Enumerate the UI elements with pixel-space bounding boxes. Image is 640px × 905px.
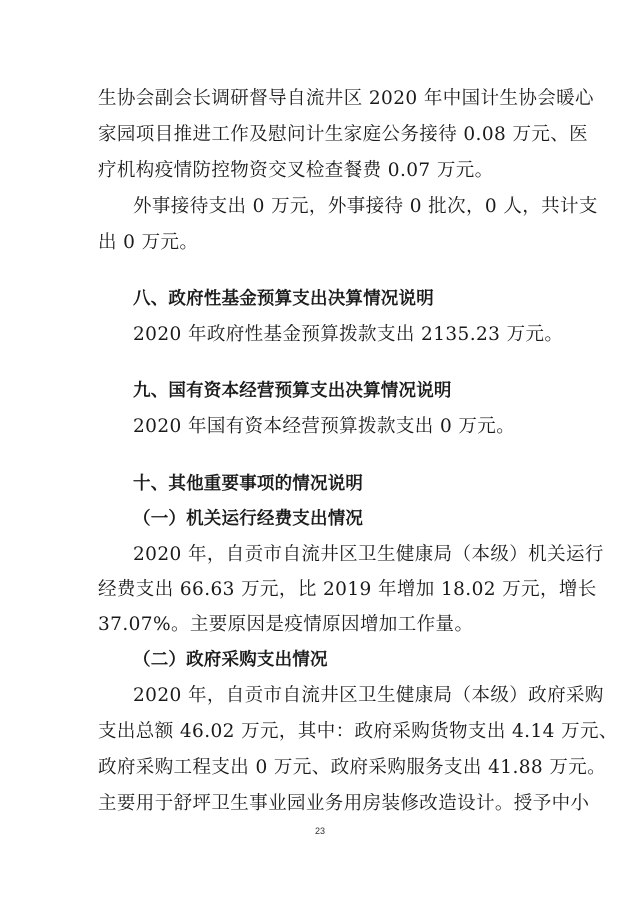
section-heading: 八、政府性基金预算支出决算情况说明 xyxy=(133,289,434,309)
section-heading: 十、其他重要事项的情况说明 xyxy=(133,474,364,494)
body-text-line: 家园项目推进工作及慰问计生家庭公务接待 0.08 万元、医 xyxy=(98,124,589,145)
section-heading: 九、国有资本经营预算支出决算情况说明 xyxy=(133,381,452,401)
body-text-line: 外事接待支出 0 万元，外事接待 0 批次，0 人，共计支 xyxy=(133,196,598,217)
body-text-line: 经费支出 66.63 万元，比 2019 年增加 18.02 万元，增长 xyxy=(98,579,597,600)
body-text-line: 支出总额 46.02 万元，其中：政府采购货物支出 4.14 万元、 xyxy=(98,721,618,742)
body-text-line: 出 0 万元。 xyxy=(98,232,199,253)
body-text-line: 生协会副会长调研督导自流井区 2020 年中国计生协会暖心 xyxy=(98,88,594,109)
subsection-heading: （二）政府采购支出情况 xyxy=(133,650,328,670)
body-text-line: 2020 年政府性基金预算拨款支出 2135.23 万元。 xyxy=(133,324,564,345)
body-text-line: 37.07%。主要原因是疫情原因增加工作量。 xyxy=(98,614,474,635)
body-text-line: 疗机构疫情防控物资交叉检查餐费 0.07 万元。 xyxy=(98,160,494,181)
body-text-line: 2020 年国有资本经营预算拨款支出 0 万元。 xyxy=(133,416,516,437)
subsection-heading: （一）机关运行经费支出情况 xyxy=(133,509,364,529)
body-text-line: 2020 年，自贡市自流井区卫生健康局（本级）机关运行 xyxy=(133,544,604,565)
body-text-line: 主要用于舒坪卫生事业园业务用房装修改造设计。授予中小 xyxy=(98,793,590,814)
body-text-line: 政府采购工程支出 0 万元、政府采购服务支出 41.88 万元。 xyxy=(98,757,607,778)
body-text-line: 2020 年，自贡市自流井区卫生健康局（本级）政府采购 xyxy=(133,685,604,706)
page-number: 23 xyxy=(314,826,325,836)
